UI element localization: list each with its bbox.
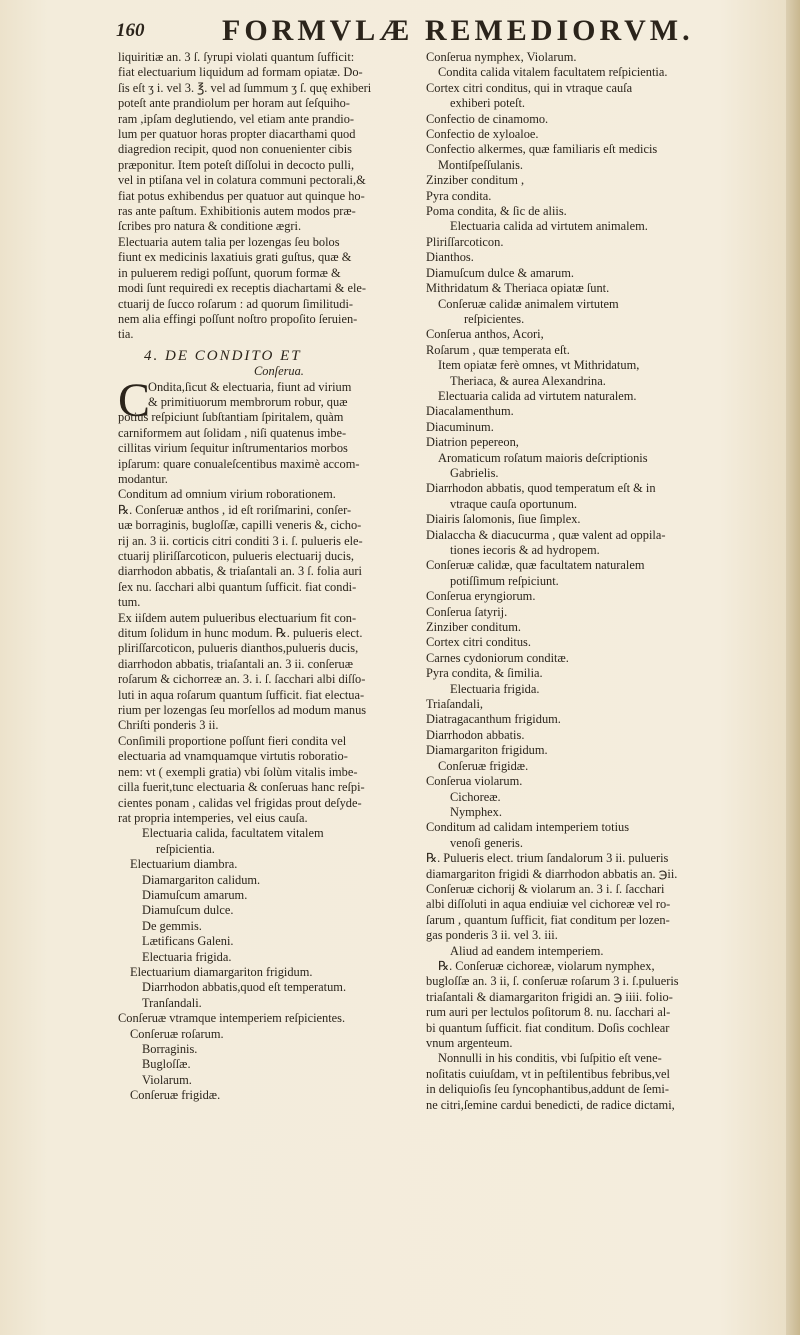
list-item: bi quantum ſufficit. fiat conditum. Doſis cochlear: [426, 1020, 670, 1035]
drop-capital: C: [118, 373, 151, 427]
list-item: bugloſſæ an. 3 ii, ſ. conſeruæ roſarum 3 i. ſ.pulueris: [426, 974, 679, 989]
list-item: ne citri,ſemine cardui benedicti, de radice dictami,: [426, 1097, 675, 1112]
text-line: & primitiuorum membrorum robur, quæ: [148, 394, 348, 409]
text-line: cilla fuerit,tunc electuaria & conſeruas hanc reſpi-: [118, 780, 365, 795]
list-item: Electuarium diamargariton frigidum.: [130, 964, 313, 979]
section-title: DE CONDITO ET: [165, 348, 302, 364]
list-item: Diamargariton frigidum.: [426, 743, 548, 758]
list-item: Conditum ad calidam intemperiem totius: [426, 820, 630, 835]
list-item: rum auri per lectulos poſitorum 8. nu. ſacchari al-: [426, 1005, 671, 1020]
text-line: luti in aqua roſarum quantum ſufficit. fiat electua-: [118, 687, 365, 702]
text-line: ram ,ipſam deglutiendo, vel etiam ante prandio-: [118, 111, 355, 126]
left-column: [118, 50, 412, 1104]
list-item: Conſerua ſatyrij.: [426, 604, 508, 619]
text-line: lum per quatuor horas propter diacarthami quod: [118, 127, 356, 142]
list-item: potiſſimum reſpiciunt.: [450, 573, 559, 588]
list-item: gas ponderis 3 ii. vel 3. iii.: [426, 928, 558, 943]
list-item: Diarrhodon abbatis, quod temperatum eſt & in: [426, 481, 656, 496]
list-item: Conſeruæ roſarum.: [130, 1026, 224, 1041]
list-item: Condita calida vitalem facultatem reſpicientia.: [438, 65, 668, 80]
text-line: modi ſunt requiredi ex receptis diachartami & ele-: [118, 281, 367, 296]
folio-number: 160: [116, 20, 145, 41]
list-item: Diamuſcum dulce.: [142, 903, 234, 918]
page-header: [110, 8, 790, 48]
list-item: Lætificans Galeni.: [142, 934, 234, 949]
list-item: Conſeruæ calidæ, quæ facultatem naturalem: [426, 558, 645, 573]
list-item: Conſerua eryngiorum.: [426, 589, 536, 604]
list-item: Electuarium diambra.: [130, 857, 238, 872]
text-line: ℞. Conſeruæ anthos , id eſt roriſmarini, conſer-: [118, 502, 352, 517]
list-item: Confectio de xyloaloe.: [426, 127, 539, 142]
list-item: Diarrhodon abbatis.: [426, 727, 525, 742]
list-item: Nymphex.: [450, 804, 502, 819]
list-item: Theriaca, & aurea Alexandrina.: [450, 373, 606, 388]
text-line: Conſimili proportione poſſunt fieri condita vel: [118, 733, 347, 748]
section-subtitle: Conſerua.: [254, 364, 304, 379]
list-item: Violarum.: [142, 1072, 192, 1087]
list-item: Conſeruæ calidæ animalem virtutem: [438, 296, 619, 311]
text-line: Electuaria autem talia per lozengas ſeu bolos: [118, 234, 340, 249]
text-line: modantur.: [118, 471, 168, 486]
list-item: Conſerua nymphex, Violarum.: [426, 50, 577, 64]
list-item: ℞. Conſeruæ cichoreæ, violarum nymphex,: [438, 958, 655, 973]
right-column: [426, 50, 786, 1113]
list-item: Diairis ſalomonis, ſiue ſimplex.: [426, 512, 581, 527]
text-line: Ex iiſdem autem pulueribus electuarium fit con-: [118, 610, 357, 625]
text-line: ipſarum: quare conualeſcentibus maximè accom-: [118, 456, 360, 471]
dropcap-lines: [148, 380, 412, 411]
text-line: ſex nu. ſacchari albi quantum ſufficit. fiat condi-: [118, 579, 357, 594]
list-item: Dianthos.: [426, 250, 474, 265]
list-item: tiones iecoris & ad hydropem.: [450, 543, 600, 557]
text-line: diarrhodon abbatis, triaſantali an. 3 ii. conſeruæ: [118, 656, 354, 671]
text-line: ſis eſt ʒ i. vel 3. ℥. vel ad ſummum ʒ ſ. quę exhiberi: [118, 80, 372, 95]
list-item: Conſerua anthos, Acori,: [426, 327, 544, 342]
list-item: venoſi generis.: [450, 835, 523, 850]
list-item: noſitatis cuiuſdam, vt in peſtilentibus febribus,vel: [426, 1066, 670, 1081]
text-line: fiat potus exhibendus per quatuor aut quinque ho-: [118, 188, 365, 203]
list-item: De gemmis.: [142, 918, 202, 933]
text-line: rium per lozengas ſeu morſellos ad modum manus: [118, 703, 367, 718]
text-line: tia.: [118, 327, 134, 342]
list-item: Montiſpeſſulanis.: [438, 157, 524, 172]
list-item: Aliud ad eandem intemperiem.: [450, 943, 604, 958]
list-item: ſarum , quantum ſufficit, fiat conditum per lozen-: [426, 912, 670, 927]
list-item: Conſeruæ vtramque intemperiem reſpicientes.: [118, 1011, 346, 1026]
list-item: Diacalamenthum.: [426, 404, 514, 419]
list-item: Roſarum , quæ temperata eſt.: [426, 342, 570, 357]
text-line: ditum ſolidum in hunc modum. ℞. pulueris elect.: [118, 626, 363, 641]
running-title: FORMVLÆ REMEDIORVM.: [222, 14, 694, 47]
text-line: carniformem aut ſolidam , niſi quatenus imbe-: [118, 425, 347, 440]
page-spine-shadow: [786, 0, 800, 1335]
list-item: Diatrion pepereon,: [426, 435, 519, 450]
section-number: 4.: [144, 348, 160, 364]
list-item: Mithridatum & Theriaca opiatæ ſunt.: [426, 281, 610, 296]
list-item: Cichoreæ.: [450, 789, 501, 804]
text-line: vel in ptiſana vel in colatura communi pectorali,&: [118, 173, 366, 188]
text-line: in puluerem redigi poſſunt, quorum formæ &: [118, 265, 341, 280]
text-line: fiunt ex medicinis laxatiuis grati guſtus, quæ &: [118, 250, 352, 265]
list-item: Triaſandali,: [426, 697, 484, 712]
text-line: roſarum & cichorreæ an. 3. i. ſ. ſacchari albi diſſo-: [118, 672, 366, 687]
list-item: in deliquioſis ſeu ſyncophantibus,addunt de ſemi-: [426, 1082, 669, 1097]
text-line: potius reſpiciunt ſubſtantiam ſpiritalem, quàm: [118, 410, 344, 425]
text-line: Conditum ad omnium virium roborationem.: [118, 487, 336, 502]
list-item: Poma condita, & ſic de aliis.: [426, 204, 567, 219]
list-item: Cortex citri conditus, qui in vtraque cauſa: [426, 80, 633, 95]
list-item: Electuaria calida, facultatem vitalem: [142, 826, 324, 841]
text-line: diarrhodon abbatis, & triaſantali an. 3 ſ. folia auri: [118, 564, 362, 579]
text-line: diagredion recipit, quod non conuenienter cibis: [118, 142, 352, 157]
section-heading: [118, 349, 412, 364]
list-item: Gabrielis.: [450, 465, 499, 480]
text-line: tum.: [118, 595, 141, 610]
remedy-list-left: [118, 826, 412, 1103]
list-item: Cortex citri conditus.: [426, 635, 531, 650]
list-item: Dialaccha & diacucurma , quæ valent ad oppila-: [426, 527, 666, 542]
list-item: Pliriſſarcoticon.: [426, 234, 504, 249]
list-item: Diamuſcum amarum.: [142, 887, 248, 902]
list-item: Diamargariton calidum.: [142, 872, 261, 887]
list-item: Electuaria calida ad virtutem animalem.: [450, 219, 648, 234]
text-line: nem: vt ( exempli gratia) vbi ſolùm vitalis imbe-: [118, 764, 358, 779]
text-line: liquiritiæ an. 3 ſ. ſyrupi violati quantum ſufficit:: [118, 50, 355, 64]
text-line: ras ante paſtum. Exhibitionis autem modos præ-: [118, 204, 356, 219]
list-item: Borraginis.: [142, 1042, 198, 1056]
list-item: Conſerua violarum.: [426, 774, 523, 789]
list-item: Diamuſcum dulce & amarum.: [426, 265, 574, 280]
list-item: Diacuminum.: [426, 419, 494, 434]
text-line: poteſt ante prandiolum per horam aut ſeſquiho-: [118, 96, 350, 111]
list-item: exhiberi poteſt.: [450, 96, 526, 111]
list-item: Aromaticum roſatum maioris deſcriptionis: [438, 450, 648, 465]
list-item: triaſantali & diamargariton frigidi an. ℈ iiii. folio-: [426, 989, 673, 1004]
text-line: præponitur. Item poteſt diſſolui in decocto pulli,: [118, 157, 355, 172]
list-item: Carnes cydoniorum conditæ.: [426, 650, 569, 665]
text-line: nem alia effingi poſſunt noſtro propoſito ſeruien-: [118, 311, 358, 326]
text-line: fiat electuarium liquidum ad formam opiatæ. Do-: [118, 65, 363, 80]
list-item: vnum argenteum.: [426, 1036, 513, 1050]
list-item: reſpicientes.: [464, 311, 525, 326]
text-line: ſcribes pro natura & conditione ægri.: [118, 219, 302, 234]
list-item: vtraque cauſa oportunum.: [450, 496, 577, 511]
text-line: rij an. 3 ii. corticis citri conditi 3 i. ſ. pulueris ele-: [118, 533, 363, 548]
list-item: diamargariton frigidi & diarrhodon abbatis an. ℈ii.: [426, 866, 678, 881]
list-item: Zinziber conditum ,: [426, 173, 525, 188]
list-item: Electuaria frigida.: [450, 681, 540, 696]
text-line: cillitas virium ſequitur inſtrumentarios morbos: [118, 441, 348, 456]
list-item: Electuaria frigida.: [142, 949, 232, 964]
list-item: Zinziber conditum.: [426, 620, 521, 635]
list-item: Conſeruæ frigidæ.: [438, 758, 529, 773]
list-item: Bugloſſæ.: [142, 1057, 191, 1072]
text-line: rat propria intemperies, vel eius cauſa.: [118, 810, 308, 825]
list-item: Tranſandali.: [142, 995, 202, 1010]
list-item: Confectio de cinamomo.: [426, 111, 549, 126]
list-item: Pyra condita, & ſimilia.: [426, 666, 543, 681]
list-item: Confectio alkermes, quæ familiaris eſt medicis: [426, 142, 658, 157]
text-line: uæ borraginis, bugloſſæ, capilli veneris &, cicho-: [118, 518, 362, 533]
list-item: Electuaria calida ad virtutem naturalem.: [438, 388, 637, 403]
list-item: Diatragacanthum frigidum.: [426, 712, 561, 727]
text-line: Chriſti ponderis 3 ii.: [118, 718, 219, 733]
list-item: ℞. Pulueris elect. trium ſandalorum 3 ii. pulueris: [426, 851, 669, 866]
list-item: Conſeruæ cichorij & violarum an. 3 i. ſ. ſacchari: [426, 881, 665, 896]
list-item: Conſeruæ frigidæ.: [130, 1088, 221, 1103]
list-item: Pyra condita.: [426, 188, 492, 203]
list-item: reſpicientia.: [156, 841, 215, 856]
list-item: Diarrhodon abbatis,quod eſt temperatum.: [142, 980, 347, 995]
list-item: Nonnulli in his conditis, vbi ſuſpitio eſt vene-: [438, 1051, 662, 1066]
left-body-text: [118, 410, 412, 826]
list-item: Item opiatæ ferè omnes, vt Mithridatum,: [438, 358, 640, 373]
remedy-list-right: [426, 50, 786, 1113]
text-line: Ondita,ſicut & electuaria, fiunt ad virium: [148, 379, 352, 394]
text-line: ctuarij pliriſſarcoticon, pulueris electuarij ducis,: [118, 549, 355, 563]
left-paragraph: [118, 50, 412, 343]
text-line: electuaria ad vnamquamque virtutis roboratio-: [118, 749, 348, 764]
text-line: ctuarij de ſucco roſarum : ad quorum ſimilitudi-: [118, 296, 354, 311]
list-item: albi diſſoluti in aqua endiuiæ vel cichoreæ vel ro-: [426, 897, 671, 912]
text-line: cientes ponam , calidas vel frigidas prout deſyde-: [118, 795, 362, 810]
text-line: pliriſſarcoticon, pulueris dianthos,pulueris ducis,: [118, 641, 359, 656]
